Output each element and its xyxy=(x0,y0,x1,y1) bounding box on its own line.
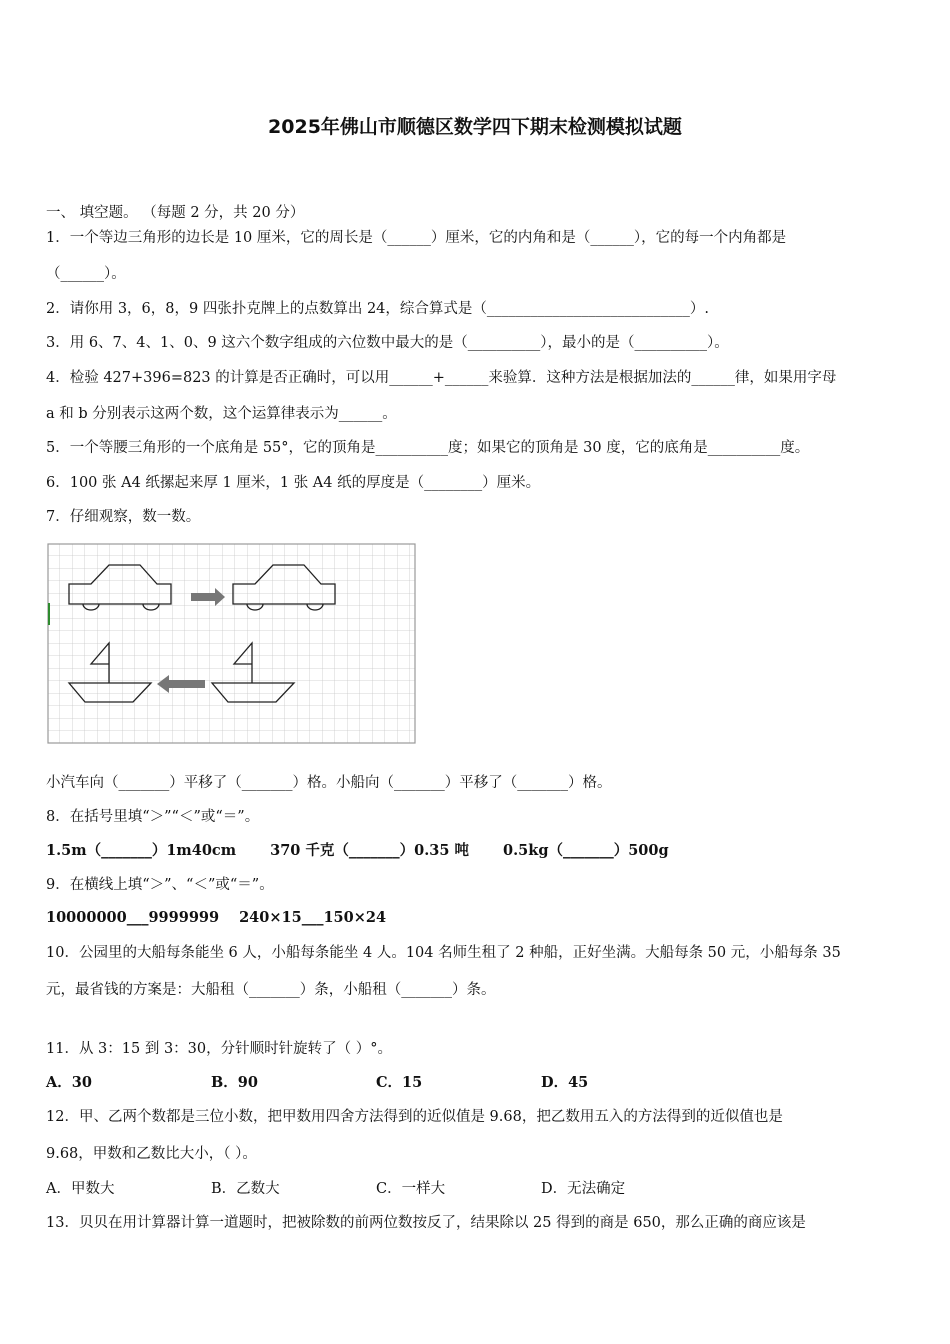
question-2: 2．请你用 3，6，8，9 四张扑克牌上的点数算出 24，综合算式是（____________________________）. xyxy=(46,301,710,317)
question-6: 6．100 张 A4 纸摞起来厚 1 厘米，1 张 A4 纸的厚度是（________）厘米。 xyxy=(46,475,541,491)
question-3: 3．用 6、7、4、1、0、9 这六个数字组成的六位数中最大的是（__________），最小的是（__________）。 xyxy=(46,335,729,351)
question-11: 11．从 3：15 到 3：30，分针顺时针旋转了（ ）°。 xyxy=(46,1041,392,1057)
question-12-line-1: 12．甲、乙两个数都是三位小数，把甲数用四舍方法得到的近似值是 9.68，把乙数用五入的方法得到的近似值也是 xyxy=(46,1109,783,1125)
q12-option-c: C．一样大 xyxy=(376,1181,446,1197)
question-12-line-2: 9.68，甲数和乙数比大小，（ ）。 xyxy=(46,1146,257,1162)
question-13: 13．贝贝在用计算器计算一道题时，把被除数的前两位数按反了，结果除以 25 得到的商是 650，那么正确的商应该是 xyxy=(46,1215,806,1231)
question-9-item-b: 240×15___150×24 xyxy=(239,909,387,926)
question-9-item-a: 10000000___9999999 xyxy=(46,909,220,926)
translation-grid-figure xyxy=(47,543,417,745)
question-1-line-1: 1．一个等边三角形的边长是 10 厘米，它的周长是（______）厘米，它的内角和是（______），它的每一个内角都是 xyxy=(46,230,787,246)
question-7-answer: 小汽车向（_______）平移了（_______）格。小船向（_______）平移了（_______）格。 xyxy=(46,775,612,791)
question-7: 7．仔细观察，数一数。 xyxy=(46,509,201,525)
question-4-line-2: a 和 b 分别表示这两个数，这个运算律表示为______。 xyxy=(46,406,397,422)
question-9: 9．在横线上填“＞”、“＜”或“＝”。 xyxy=(46,877,274,893)
q11-option-d: D．45 xyxy=(541,1074,589,1091)
q12-option-a: A．甲数大 xyxy=(46,1181,115,1197)
q11-option-a: A．30 xyxy=(46,1074,92,1091)
page-title: 2025年佛山市顺德区数学四下期末检测模拟试题 xyxy=(268,116,682,138)
question-9-items xyxy=(46,908,386,928)
question-8: 8．在括号里填“＞”“＜”或“＝”。 xyxy=(46,809,260,825)
question-8-item-b: 370 千克（_______）0.35 吨 xyxy=(270,842,470,859)
question-10-line-2: 元，最省钱的方案是：大船租（_______）条，小船租（_______）条。 xyxy=(46,982,496,998)
section-1-heading: 一、 填空题。 （每题 2 分，共 20 分） xyxy=(46,205,305,221)
q11-option-c: C．15 xyxy=(376,1074,423,1091)
question-4-line-1: 4．检验 427+396=823 的计算是否正确时，可以用______+______来验算．这种方法是根据加法的______律，如果用字母 xyxy=(46,370,837,386)
q11-option-b: B．90 xyxy=(211,1074,258,1091)
question-5: 5．一个等腰三角形的一个底角是 55°，它的顶角是__________度；如果它的顶角是 30 度，它的底角是__________度。 xyxy=(46,440,810,456)
q12-option-d: D．无法确定 xyxy=(541,1181,626,1197)
q12-option-b: B．乙数大 xyxy=(211,1181,280,1197)
question-8-items xyxy=(46,841,669,861)
question-8-item-a: 1.5m（_______）1m40cm xyxy=(46,842,237,859)
question-8-item-c: 0.5kg（_______）500g xyxy=(503,842,669,859)
question-10-line-1: 10．公园里的大船每条能坐 6 人，小船每条能坐 4 人。104 名师生租了 2 种船，正好坐满。大船每条 50 元，小船每条 35 xyxy=(46,945,841,961)
question-1-line-2: （______）。 xyxy=(46,266,126,282)
